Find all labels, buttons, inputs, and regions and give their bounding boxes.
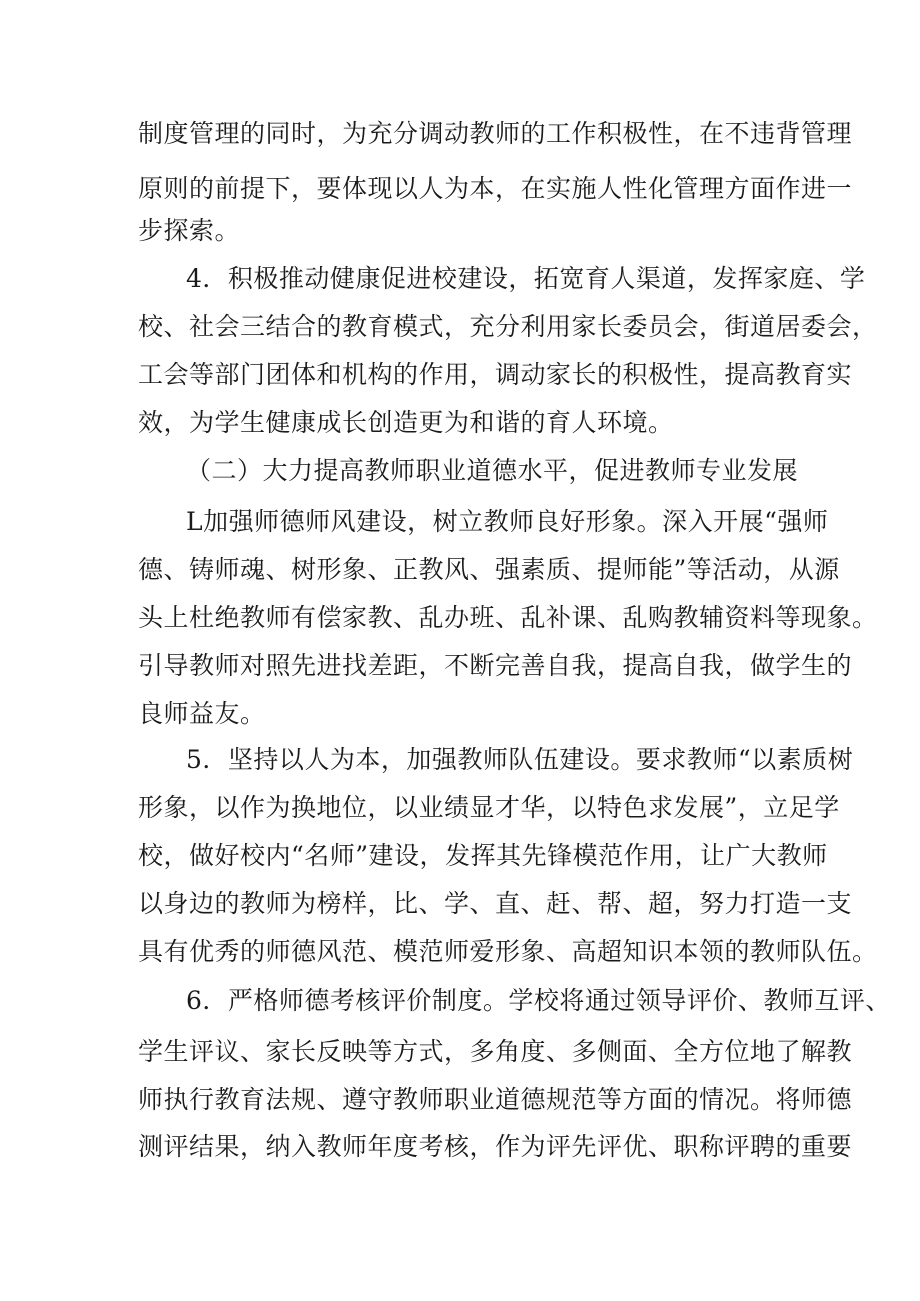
text-line: 效，为学生健康成长创造更为和谐的育人环境。 xyxy=(138,408,674,437)
text-line: 良师益友。 xyxy=(138,699,266,728)
section-heading: （二）大力提高教师职业道德水平，促进教师专业发展 xyxy=(186,456,799,485)
text-line: 校，做好校内“名师”建设，发挥其先锋模范作用，让广大教师 xyxy=(138,841,828,870)
text-line: 学生评议、家长反映等方式，多角度、多侧面、全方位地了解教 xyxy=(138,1037,853,1066)
text-line: 具有优秀的师德风范、模范师爱形象、高超知识本领的教师队伍。 xyxy=(138,937,878,966)
text-line: 校、社会三结合的教育模式，充分利用家长委员会，街道居委会， xyxy=(138,312,878,341)
text-line: 头上杜绝教师有偿家教、乱办班、乱补课、乱购教辅资料等现象。 xyxy=(138,603,878,632)
paragraph-start-line: L加强师德师风建设，树立教师良好形象。深入开展“强师 xyxy=(186,507,829,536)
text-line: 德、铸师魂、树形象、正教风、强素质、提师能”等活动，从源 xyxy=(138,555,840,584)
text-line: 师执行教育法规、遵守教师职业道德规范等方面的情况。将师德 xyxy=(138,1085,853,1114)
paragraph-start-line: 4．积极推动健康促进校建设，拓宽育人渠道，发挥家庭、学 xyxy=(186,264,866,293)
text-line: 制度管理的同时，为充分调动教师的工作积极性，在不违背管理 xyxy=(138,119,853,148)
text-line: 测评结果，纳入教师年度考核，作为评先评优、职称评聘的重要 xyxy=(138,1132,853,1161)
text-line: 以身边的教师为榜样，比、学、直、赶、帮、超，努力打造一支 xyxy=(138,889,853,918)
text-line: 引导教师对照先进找差距，不断完善自我，提高自我，做学生的 xyxy=(138,651,853,680)
paragraph-start-line: 5．坚持以人为本，加强教师队伍建设。要求教师“以素质树 xyxy=(186,745,854,774)
text-line: 原则的前提下，要体现以人为本，在实施人性化管理方面作进一 xyxy=(138,174,853,203)
text-line: 步探索。 xyxy=(138,216,241,245)
text-line: 形象，以作为换地位，以业绩显才华，以特色求发展”，立足学 xyxy=(138,793,840,822)
paragraph-start-line: 6．严格师德考核评价制度。学校将通过领导评价、教师互评、 xyxy=(186,986,891,1015)
text-line: 工会等部门团体和机构的作用，调动家长的积极性，提高教育实 xyxy=(138,360,853,389)
